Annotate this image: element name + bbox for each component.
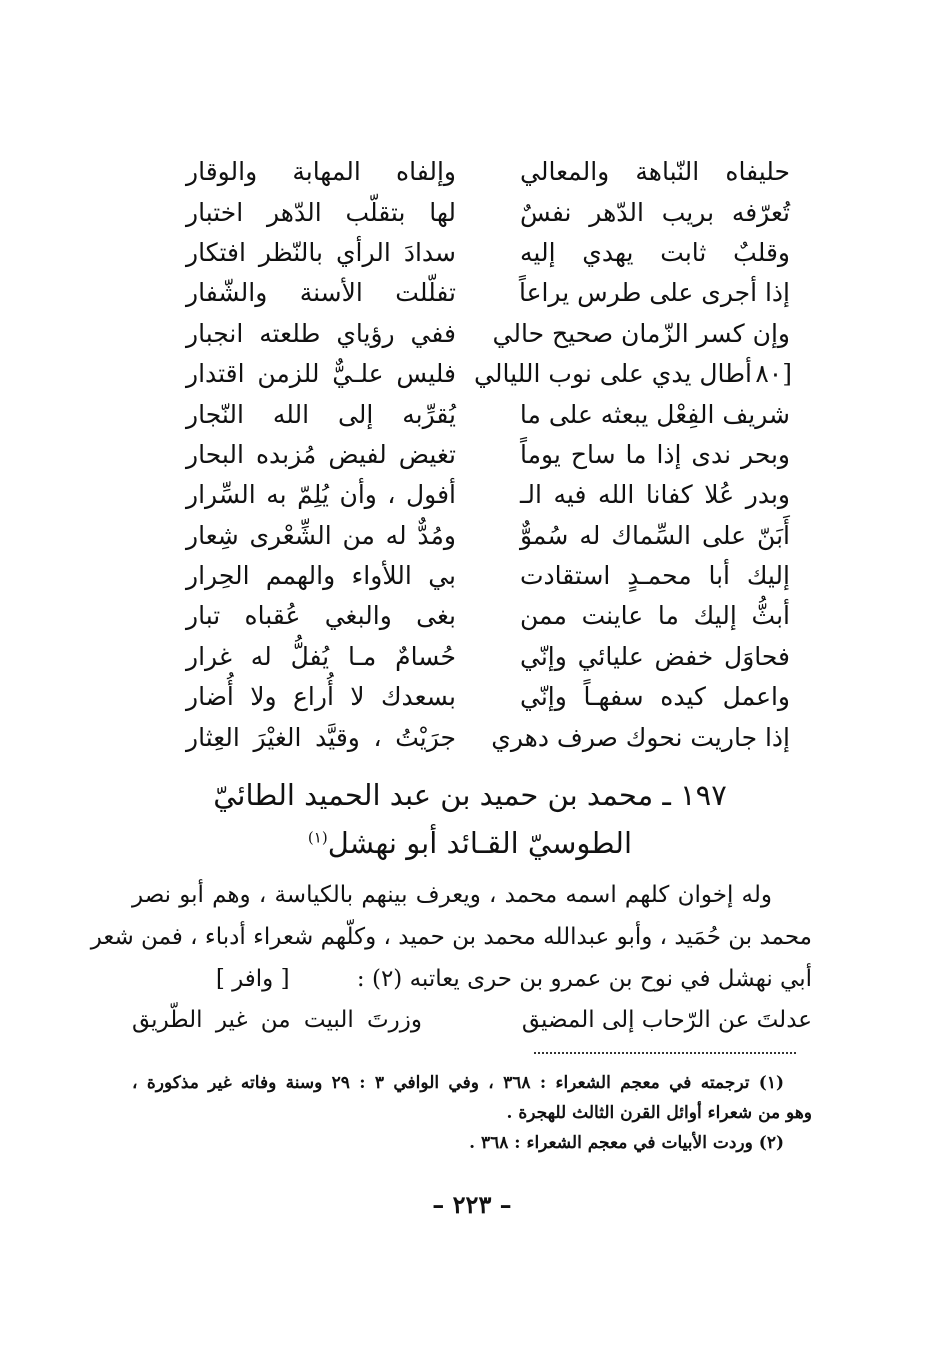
poem-block — [150, 152, 790, 758]
verse-second-hemistich: فليس علـيٌّ للزمن اقتدار — [186, 359, 456, 389]
prose-line: وله إخوان كلهم اسمه محمد ، ويعرف بينهم بالكياسة ، وهم أبو نصر — [132, 882, 772, 908]
verse-first-hemistich: إليك أبا محمـدٍ استقادت — [520, 561, 790, 591]
meter-label: [ وافر ] — [215, 966, 290, 992]
verse-row — [150, 192, 790, 232]
footnote-separator — [534, 1052, 796, 1054]
verse-row — [150, 475, 790, 515]
prose-line-text: أبي نهشل في نوح بن عمرو بن حرى يعاتبه (٢) : — [356, 966, 812, 992]
prose-paragraph — [90, 874, 812, 1000]
verse-row — [150, 556, 790, 596]
verse-second-hemistich: سدادَ الرأي بالنّظر افتكار — [186, 237, 456, 267]
verse-first-hemistich: إذا أجرى على طرس يراعاً — [518, 278, 790, 308]
verse-second-hemistich: أفول ، وأن يُلِمّ به السِّرار — [186, 480, 456, 510]
verse-row — [150, 394, 790, 434]
verse-second-hemistich: تغيض لفيض مُزبده البحار — [186, 439, 456, 469]
verse-second-hemistich: بغى والبغي عُقباه تبار — [186, 601, 456, 631]
entry-subtitle-text: الطوسيّ القـائد أبو نهشل — [327, 826, 633, 860]
entry-title-line2 — [150, 826, 790, 860]
verse-second-hemistich: تفلّلت الأسنة والشّفار — [186, 278, 456, 308]
verse-second-hemistich: بي اللأواء والهمم الحِرار — [186, 561, 456, 591]
verse-second-hemistich: لها بتقلّب الدّهر اختبار — [186, 197, 456, 227]
verse-second-hemistich: حُسامٌ مـا يُفلُّ له غرار — [186, 641, 456, 671]
verse-first-hemistich: إذا جاريت نحوك صرف دهري — [491, 722, 790, 752]
verse-row — [150, 596, 790, 636]
verse-row — [150, 435, 790, 475]
verse-first-hemistich: أطال يدي على نوب الليالي — [474, 359, 752, 389]
verse-row — [150, 677, 790, 717]
verse-number-marker: [٨٠ — [755, 358, 792, 388]
verse-first-hemistich: وقلبٌ ثابت يهدي إليه — [520, 237, 790, 267]
entry-title-line1 — [150, 778, 790, 812]
verse-row — [150, 233, 790, 273]
verse-second-hemistich: بسعدك لا أُراع ولا أُضار — [186, 682, 456, 712]
verse-first-hemistich: وإن كسر الزّمان صحيح حالي — [492, 318, 790, 348]
verse-row — [150, 354, 790, 394]
verse-first-hemistich: أبثُّ إليك ما عاينت ممن — [520, 601, 790, 631]
footnote-line: (٢) وردت الأبيات في معجم الشعراء : ٣٦٨ . — [469, 1133, 784, 1153]
verse-first-hemistich: فحاوَل خفض عليائي وإنّي — [520, 641, 790, 671]
verse-second-hemistich: يُقرِّبه إلى الله النّجار — [186, 399, 456, 429]
verse-row — [150, 717, 790, 757]
verse-first-hemistich: وبدر عُلا كفانا الله فيه الـ — [520, 480, 790, 510]
verse-first-hemistich: شريف الفِعْل يبعثه على ما — [519, 399, 790, 429]
verse-first-hemistich: أَبَنّ على السِّماك له سُموٌّ — [520, 520, 790, 550]
verse-first-hemistich: عدلتَ عن الرّحاب إلى المضيق — [521, 1007, 812, 1033]
quoted-verse — [132, 1000, 812, 1040]
verse-second-hemistich: ومُدٌّ له من الشِّعْرى شِعار — [186, 520, 456, 550]
verse-first-hemistich: واعمل كيده سفهـاً وإنّي — [520, 682, 790, 712]
entry-title-text: ١٩٧ ـ محمد بن حميد بن عبد الحميد الطائيّ — [213, 778, 727, 812]
prose-line: محمد بن حُمَيد ، وأبو عبدالله محمد بن حميد ، وكلّهم شعراء أدباء ، فمن شعر — [90, 924, 812, 950]
verse-row — [150, 314, 790, 354]
verse-second-hemistich: ففي رؤياي طلعته انجبار — [186, 318, 456, 348]
verse-row — [150, 637, 790, 677]
footnote-ref: (١) — [307, 828, 328, 847]
footnote-line: وهو من شعراء أوائل القرن الثالث للهجرة . — [506, 1103, 812, 1123]
verse-second-hemistich: جرَيْتُ ، وقيَّد الغيْرَ العِثار — [186, 722, 456, 752]
verse-second-hemistich: وإلفاه المهابة والوقار — [186, 157, 456, 187]
verse-row — [150, 516, 790, 556]
prose-line — [132, 958, 812, 1000]
footnote-line: (١) ترجمته في معجم الشعراء : ٣٦٨ ، وفي الوافي ٣ : ٢٩ وسنة وفاته غير مذكورة ، — [132, 1073, 785, 1093]
footnotes — [132, 1068, 812, 1158]
page-number: – ٢٢٣ – — [432, 1190, 512, 1219]
verse-row — [150, 152, 790, 192]
verse-first-hemistich: حليفاه النّباهة والمعالي — [520, 157, 790, 187]
verse-first-hemistich: وبحر ندى إذا ما ساح يوماً — [520, 439, 790, 469]
verse-row — [150, 273, 790, 313]
verse-first-hemistich: تُعرّفه بريب الدّهر نفسٌ — [520, 197, 790, 227]
hemistich-gap — [422, 1000, 522, 1040]
verse-second-hemistich: وزرتَ البيت من غير الطّريق — [132, 1007, 422, 1033]
